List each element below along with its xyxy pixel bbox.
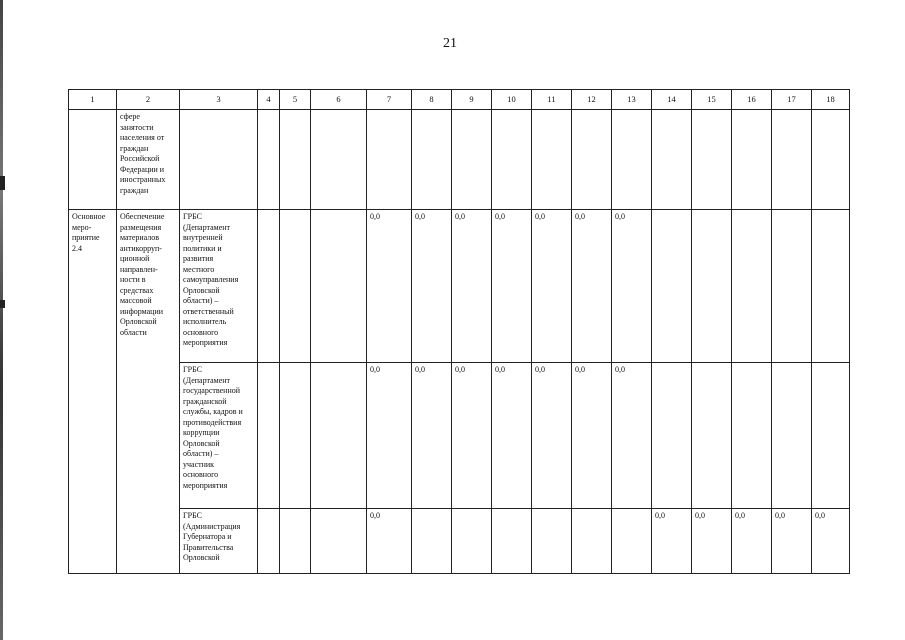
- grbs-text: ГРБС (Департамент государственной гражданской службы, кадров и противодействия коррупции Орловской области) – участник основного мероприятия: [183, 365, 243, 490]
- value-cell: [311, 509, 367, 574]
- value-cell: [280, 210, 311, 363]
- value-cell: [732, 363, 772, 509]
- activity-label-cell: [69, 210, 117, 574]
- table-cell: [117, 110, 180, 210]
- page-number: 21: [443, 36, 457, 51]
- value-cell: 0,0: [367, 509, 412, 574]
- value-cell: 0,0: [367, 210, 412, 363]
- value-cell: 0,0: [452, 363, 492, 509]
- column-header: 9: [452, 90, 492, 110]
- column-header: 8: [412, 90, 452, 110]
- value-cell: [572, 509, 612, 574]
- value-cell: 0,0: [367, 363, 412, 509]
- column-header: 3: [180, 90, 258, 110]
- table-cell: [572, 110, 612, 210]
- value-cell: 0,0: [612, 210, 652, 363]
- value-cell: 0,0: [412, 363, 452, 509]
- table-row: [69, 363, 850, 509]
- column-header: 7: [367, 90, 412, 110]
- value-cell: 0,0: [652, 509, 692, 574]
- value-cell: 0,0: [572, 363, 612, 509]
- activity-description-cell: [117, 210, 180, 574]
- grbs-cell: [180, 509, 258, 574]
- header-row: [69, 90, 850, 110]
- column-header: 10: [492, 90, 532, 110]
- value-cell: [812, 210, 850, 363]
- value-cell: 0,0: [772, 509, 812, 574]
- value-cell: [280, 509, 311, 574]
- column-header: 6: [311, 90, 367, 110]
- value-cell: 0,0: [692, 509, 732, 574]
- value-cell: [772, 210, 812, 363]
- column-header: 14: [652, 90, 692, 110]
- value-cell: [652, 210, 692, 363]
- column-header: 16: [732, 90, 772, 110]
- value-cell: [412, 509, 452, 574]
- table-cell: [367, 110, 412, 210]
- table-cell: [692, 110, 732, 210]
- table-cell: [311, 110, 367, 210]
- table-row: [69, 509, 850, 574]
- grbs-cell: [180, 210, 258, 363]
- budget-table: [68, 89, 850, 574]
- value-cell: [732, 210, 772, 363]
- scan-mark: [0, 300, 5, 308]
- value-cell: [652, 363, 692, 509]
- table-cell: [652, 110, 692, 210]
- value-cell: [812, 363, 850, 509]
- grbs-text: ГРБС (Департамент внутренней политики и развития местного самоуправления Орловской области) – ответственный исполнитель основного мероприятия: [183, 212, 239, 347]
- value-cell: 0,0: [532, 363, 572, 509]
- table-row: [69, 210, 850, 363]
- column-header: 2: [117, 90, 180, 110]
- table-cell: [180, 110, 258, 210]
- scan-mark: [0, 176, 5, 190]
- value-cell: [772, 363, 812, 509]
- grbs-cell: [180, 363, 258, 509]
- value-cell: 0,0: [452, 210, 492, 363]
- column-header: 5: [280, 90, 311, 110]
- activity-description: Обеспечение размещения материалов антикорруп- ционной направлен- ности в средствах массовой информации Орловской области: [120, 212, 165, 337]
- value-cell: 0,0: [492, 210, 532, 363]
- continuation-row: [69, 110, 850, 210]
- table-cell: [412, 110, 452, 210]
- value-cell: 0,0: [812, 509, 850, 574]
- table-cell: [492, 110, 532, 210]
- table-cell: [612, 110, 652, 210]
- column-header: 4: [258, 90, 280, 110]
- value-cell: 0,0: [412, 210, 452, 363]
- scan-edge: [0, 0, 3, 640]
- value-cell: 0,0: [532, 210, 572, 363]
- table-cell: [812, 110, 850, 210]
- table-cell: [772, 110, 812, 210]
- activity-label: Основное меро- приятие 2.4: [72, 212, 106, 253]
- value-cell: [258, 363, 280, 509]
- value-cell: [532, 509, 572, 574]
- column-header: 18: [812, 90, 850, 110]
- value-cell: [280, 363, 311, 509]
- column-header: 17: [772, 90, 812, 110]
- table-cell: [452, 110, 492, 210]
- column-header: 12: [572, 90, 612, 110]
- value-cell: [311, 210, 367, 363]
- value-cell: [692, 363, 732, 509]
- table-cell: [258, 110, 280, 210]
- table-cell: [532, 110, 572, 210]
- table-cell: [69, 110, 117, 210]
- value-cell: [258, 210, 280, 363]
- grbs-text: ГРБС (Администрация Губернатора и Правительства Орловской: [183, 511, 241, 562]
- value-cell: [258, 509, 280, 574]
- value-cell: [452, 509, 492, 574]
- column-header: 15: [692, 90, 732, 110]
- value-cell: [492, 509, 532, 574]
- column-header: 11: [532, 90, 572, 110]
- value-cell: 0,0: [492, 363, 532, 509]
- value-cell: 0,0: [732, 509, 772, 574]
- value-cell: [311, 363, 367, 509]
- table-cell: [280, 110, 311, 210]
- table-cell: [732, 110, 772, 210]
- column-header: 1: [69, 90, 117, 110]
- value-cell: [612, 509, 652, 574]
- continuation-text: сфере занятости населения от граждан Российской Федерации и иностранных граждан: [120, 112, 166, 195]
- value-cell: [692, 210, 732, 363]
- value-cell: 0,0: [612, 363, 652, 509]
- column-header: 13: [612, 90, 652, 110]
- value-cell: 0,0: [572, 210, 612, 363]
